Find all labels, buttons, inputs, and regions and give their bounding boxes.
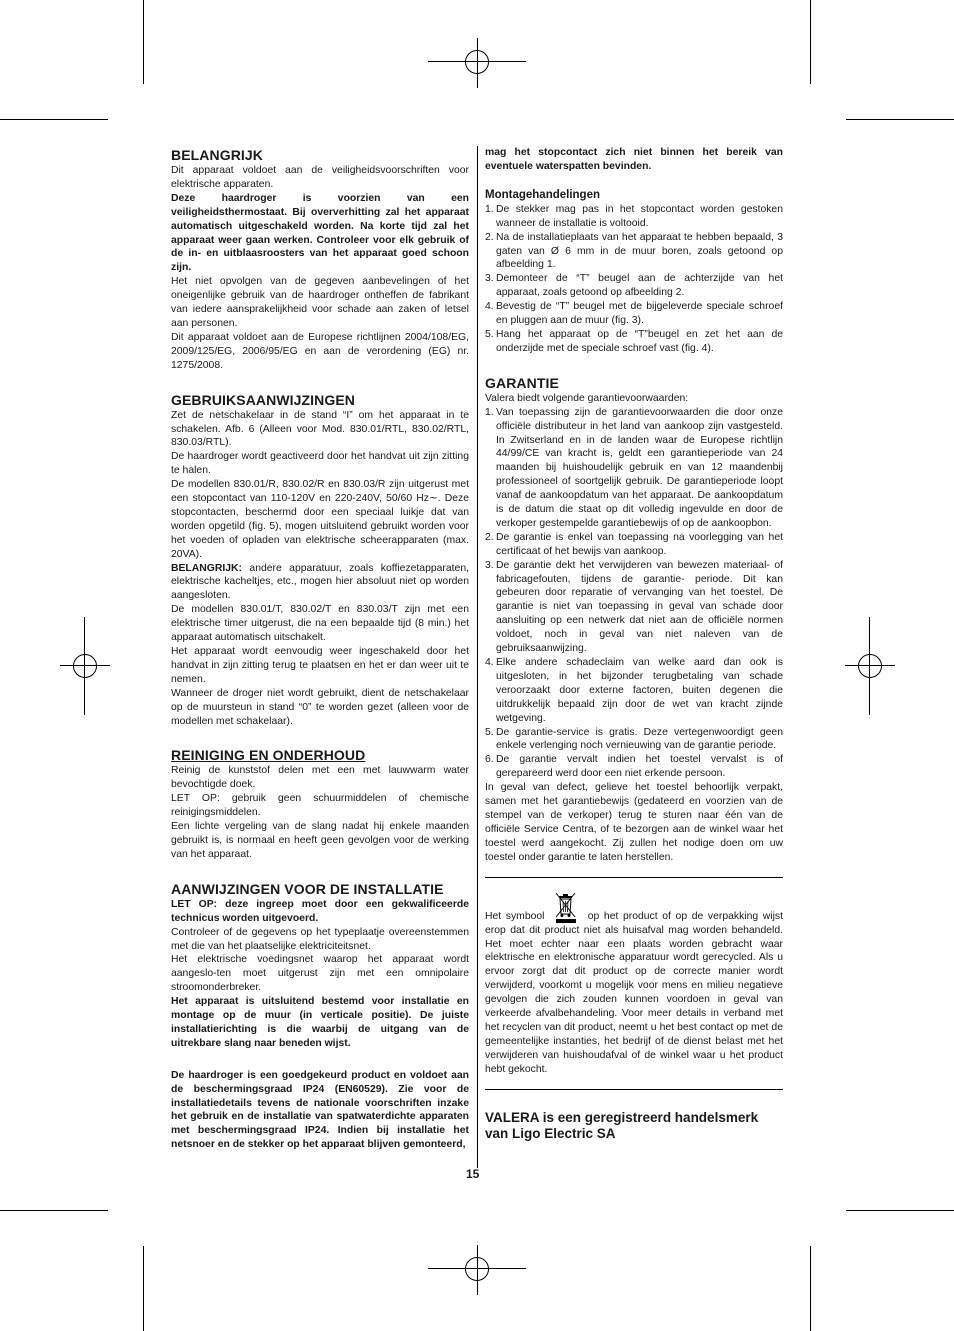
divider	[485, 877, 783, 878]
gebruik-warning	[171, 562, 469, 604]
divider	[485, 1089, 783, 1090]
list-item: 4. Elke andere schadeclaim van welke aard dan ook is uitgesloten, in het bijzonder terugbetaling van schade veroorzaakt door externe factoren, buiten degenen die uitdrukkelijk bepaald zijn door de wet van kracht zijnde wetgeving.	[485, 657, 783, 724]
list-item: 3. De garantie dekt het verwijderen van bewezen materiaal- of fabricagefouten, tijdens de garantie- periode. Dit kan gebeuren door reparatie of vervanging van het toestel. De garantie is niet van toepassing in geval van schade door aansluiting op een netwerk dat niet aan de officiële normen voldoet, noch in geval van niet naleven van de gebruiksaanwijzing.	[485, 559, 783, 655]
list-item: 2. De garantie is enkel van toepassing na voorlegging van het certificaat of het bewijs van aankoop.	[485, 531, 783, 557]
installatie-text: Het elektrische voedingsnet waarop het apparaat wordt aangeslo-ten moet uitgerust zijn met een omnipolaire stroomonderbreker.	[171, 954, 469, 994]
gebruik-heading: GEBRUIKSAANWIJZINGEN	[171, 391, 356, 408]
reiniging-text: Een lichte vergeling van de slang nadat hij enkele maanden gebruikt is, is normaal en heeft geen gevolgen voor de werking van het apparaat.	[171, 821, 469, 860]
gebruik-text: Het apparaat wordt eenvoudig weer ingeschakeld door het handvat in zijn zitting terug te plaatsen en het er dan weer uit te nemen.	[171, 646, 469, 685]
garantie-outro: In geval van defect, gelieve het toestel behoorlijk verpakt, samen met het garantiebewijs (gedateerd en voorzien van de stempel van de verkoper) terug te sturen naar één van de officiële Service Centra, of te bezorgen aan de winkel waar het toestel werd aangekocht. Zij zullen het nodige doen om uw toestel onder garantie te laten herstellen.	[485, 782, 783, 863]
list-item: 1. Van toepassing zijn de garantievoorwaarden die door onze officiële distributeur in het land van aankoop zijn vastgesteld. In Zwitserland en in de landen waar de Europese richtlijn 44/99/CE van kracht is, geldt een garantieperiode van 24 maanden bij huishoudelijk gebruik en van 12 maandenbij professioneel of soortgelijk gebruik. De garantieperiode loopt vanaf de aankoopdatum van het apparaat. De aankoopdatum is de datum die staat op dit volledig ingevulde en door de verkoper gestempelde garantiebewijs of op de aankoopbon.	[485, 406, 783, 529]
belangrijk-liability-text: Het niet opvolgen van de gegeven aanbevelingen of het oneigenlijke gebruik van de haardroger ontheffen de fabrikant van iedere aansprakelijkheid voor schade aan zaken of letsel aan personen.	[171, 276, 469, 329]
montage-list	[485, 203, 783, 356]
belangrijk-thermostat-text: Deze haardroger is voorzien van een veiligheidsthermostaat. Bij oververhitting zal het apparaat automatisch uitgeschakeld worden. Na korte tijd zal het apparaat weer gaan werken. Controleer voor elk gebruik of de in- en uitblaasroosters van het apparaat goed schoon zijn.	[171, 192, 469, 274]
weee-text-after: op het product of op de verpakking wijst erop dat dit product niet als huisafval mag worden behandeld. Het moet echter naar een plaats worden gebracht waar elektrische en elektronische apparatuur wordt gerecycled. Als u ervoor zorgt dat dit product op de correcte manier wordt verwijderd, voorkomt u mogelijk voor mens en milieu negatieve gevolgen die zich zouden kunnen voordoen in geval van verkeerde afvalbehandeling. Voor meer details in verband met het recyclen van dit product, neemt u het best contact op met de gemeentelijke instanties, het bedrijf of de dienst belast met het verwijderen van huishoudafval of de winkel waar u het product hebt gekocht.	[485, 910, 783, 1075]
garantie-list	[485, 406, 783, 781]
belangrijk-directives-text: Dit apparaat voldoet aan de Europese richtlijnen 2004/108/EG, 2009/125/EG, 2006/95/EG en aan de verordening (EG) nr. 1275/2008.	[171, 331, 469, 371]
garantie-heading: GARANTIE	[485, 374, 559, 391]
gebruik-text: Zet de netschakelaar in de stand “I” om het apparaat in te schakelen. Afb. 6 (Alleen voor Mod. 830.01/RTL, 830.02/RTL, 830.03/RTL).	[171, 409, 469, 449]
gebruik-text: Wanneer de droger niet wordt gebruikt, dient de netschakelaar op de muursteun in stand “0” te worden gezet (alleen voor de modellen met schakelaar).	[171, 687, 469, 727]
left-column	[171, 146, 469, 1152]
installatie-heading: AANWIJZINGEN VOOR DE INSTALLATIE	[171, 880, 444, 897]
weee-text-before: Het symbool	[485, 910, 545, 922]
belangrijk-text: Dit apparaat voldoet aan de veiligheidsvoorschriften voor elektrische apparaten.	[171, 165, 469, 190]
page-number: 15	[466, 1167, 480, 1181]
right-column	[485, 146, 783, 1142]
installatie-continuation: mag het stopcontact zich niet binnen het bereik van eventuele waterspatten bevinden.	[485, 147, 783, 172]
list-item: 4. Bevestig de “T” beugel met de bijgeleverde speciale schroef en pluggen aan de muur (fig. 3).	[485, 301, 783, 327]
gebruik-text: De modellen 830.01/T, 830.02/T en 830.03/T zijn met een elektrische timer uitgerust, die na een bepaalde tijd (8 min.) het apparaat automatisch uitschakelt.	[171, 604, 469, 644]
gebruik-text: De modellen 830.01/R, 830.02/R en 830.03/R zijn uitgerust met een stopcontact van 110-120V en 220-240V, 50/60 Hz∼. Deze stopcontacten, beschermd door een speciaal luikje dat van worden opgetild (fig. 5), mogen uitsluitend gebruikt worden voor het voeden of opladen van elektrische scheerapparaten (max. 20VA).	[171, 479, 469, 560]
column-divider	[477, 146, 478, 1168]
belangrijk-heading: BELANGRIJK	[171, 147, 264, 163]
reiniging-text: LET OP: gebruik geen schuurmiddelen of chemische reinigingsmiddelen.	[171, 793, 469, 819]
reiniging-text: Reinig de kunststof delen met een met lauwwarm water bevochtigde doek.	[171, 765, 469, 791]
list-item: 2. Na de installatieplaats van het apparaat te hebben bepaald, 3 gaten van Ø 6 mm in de muur boren, zoals getoond op afbeelding 1.	[485, 231, 783, 271]
crossed-out-wheelie-bin-icon	[553, 890, 579, 924]
warning-text: andere apparatuur, zoals koffiezetapparaten, elektrische kacheltjes, etc., mogen hier absoluut niet op worden aangesloten.	[171, 562, 469, 602]
garantie-intro: Valera biedt volgende garantievoorwaarden:	[485, 392, 689, 404]
list-item: 1. De stekker mag pas in het stopcontact worden gestoken wanneer de installatie is voltooid.	[485, 203, 783, 229]
installatie-ip24-text: De haardroger is een goedgekeurd product en voldoet aan de beschermingsgraad IP24 (EN60529). Zie voor de installatiedetails tevens de nationale voorschriften inzake het gebruik en de installatie van spatwaterdichte apparaten met beschermingsgraad IP24. Indien bij installatie het netsnoer en de stekker op het apparaat blijven gemonteerd,	[171, 1069, 469, 1151]
montage-heading: Montagehandelingen	[485, 188, 600, 201]
list-item: 6. De garantie vervalt indien het toestel vervalst is of gerepareerd werd door een niet erkende persoon.	[485, 754, 783, 780]
list-item: 3. Demonteer de “T” beugel aan de achterzijde van het apparaat, zoals getoond op afbeelding 2.	[485, 273, 783, 299]
list-item: 5. Hang het apparaat op de “T”beugel en zet het aan de onderzijde met de speciale schroef vast (fig. 4).	[485, 328, 783, 354]
weee-notice	[485, 890, 783, 1077]
reiniging-heading: REINIGING EN ONDERHOUD	[171, 747, 366, 764]
trademark-notice: VALERA is een geregistreerd handelsmerk van Ligo Electric SA	[485, 1109, 759, 1141]
installatie-warning: LET OP: deze ingreep moet door een gekwalificeerde technicus worden uitgevoerd.	[171, 898, 469, 924]
installatie-text: Controleer of de gegevens op het typeplaatje overeenstemmen met die van het plaatselijke elektriciteitsnet.	[171, 926, 469, 952]
installatie-mounting-text: Het apparaat is uitsluitend bestemd voor installatie en montage op de muur (in verticale positie). De juiste installatierichting is die waarbij de uitgang van de uitrekbare slang naar beneden wijst.	[171, 996, 469, 1049]
list-item: 5. De garantie-service is gratis. Deze vertegenwoordigt geen enkele verlenging noch vernieuwing van de garantie periode.	[485, 726, 783, 752]
gebruik-text: De haardroger wordt geactiveerd door het handvat uit zijn zitting te halen.	[171, 451, 469, 477]
warning-label: BELANGRIJK:	[171, 562, 243, 574]
